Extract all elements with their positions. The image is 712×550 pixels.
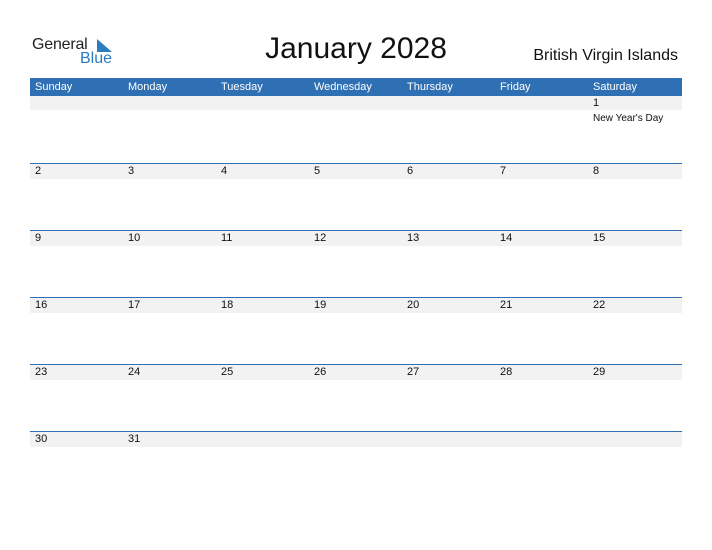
day-number: 4 <box>221 165 228 177</box>
day-number: 14 <box>500 232 513 244</box>
day-cell <box>216 432 309 492</box>
day-cell <box>30 96 123 156</box>
weekday-saturday: Saturday <box>593 81 638 93</box>
day-cell <box>30 298 123 358</box>
day-cell <box>309 365 402 425</box>
day-number: 21 <box>500 299 513 311</box>
day-number: 9 <box>35 232 42 244</box>
day-number: 25 <box>221 366 234 378</box>
day-cell <box>495 365 588 425</box>
day-cell <box>588 365 682 425</box>
day-cell <box>216 164 309 224</box>
day-cell <box>123 164 216 224</box>
day-number: 30 <box>35 433 48 445</box>
day-cell <box>309 432 402 492</box>
day-number: 17 <box>128 299 141 311</box>
page-title: January 2028 <box>265 32 447 65</box>
day-number: 8 <box>593 165 600 177</box>
day-number: 12 <box>314 232 327 244</box>
day-number: 3 <box>128 165 135 177</box>
day-number: 7 <box>500 165 507 177</box>
day-cell <box>402 231 495 291</box>
day-number: 18 <box>221 299 234 311</box>
logo-text-blue: Blue <box>80 50 113 67</box>
day-number: 10 <box>128 232 141 244</box>
day-cell <box>216 96 309 156</box>
day-cell <box>588 96 682 156</box>
day-number: 13 <box>407 232 420 244</box>
day-cell <box>495 96 588 156</box>
day-cell <box>309 231 402 291</box>
country-name: British Virgin Islands <box>533 47 678 64</box>
weekday-friday: Friday <box>500 81 531 93</box>
holiday-label: New Year's Day <box>593 113 664 124</box>
day-cell <box>123 365 216 425</box>
week-row <box>30 431 682 498</box>
day-number: 23 <box>35 366 48 378</box>
day-number: 19 <box>314 299 327 311</box>
weekday-monday: Monday <box>128 81 168 93</box>
day-cell <box>123 298 216 358</box>
weekday-tuesday: Tuesday <box>221 81 263 93</box>
weekday-wednesday: Wednesday <box>314 81 372 93</box>
day-cell <box>402 96 495 156</box>
week-row <box>30 230 682 297</box>
week-row <box>30 364 682 431</box>
week-row <box>30 163 682 230</box>
day-number: 1 <box>593 97 600 109</box>
day-cell <box>216 365 309 425</box>
day-cell <box>588 298 682 358</box>
day-cell <box>402 298 495 358</box>
day-cell <box>123 231 216 291</box>
weekday-sunday: Sunday <box>35 81 73 93</box>
day-cell <box>402 432 495 492</box>
day-cell <box>30 365 123 425</box>
weekday-header-row <box>30 78 682 96</box>
weekday-thursday: Thursday <box>407 81 453 93</box>
day-number: 2 <box>35 165 42 177</box>
day-number: 24 <box>128 366 141 378</box>
day-number: 11 <box>221 232 233 244</box>
day-cell <box>402 365 495 425</box>
day-cell <box>588 432 682 492</box>
day-cell <box>588 164 682 224</box>
day-cell <box>309 96 402 156</box>
day-cell <box>123 432 216 492</box>
day-number: 6 <box>407 165 414 177</box>
day-number: 29 <box>593 366 606 378</box>
day-cell <box>123 96 216 156</box>
day-number: 22 <box>593 299 606 311</box>
week-row <box>30 96 682 163</box>
day-cell <box>30 432 123 492</box>
day-cell <box>588 231 682 291</box>
day-cell <box>495 432 588 492</box>
day-cell <box>495 231 588 291</box>
day-cell <box>30 164 123 224</box>
logo-text-general: General <box>32 36 88 53</box>
day-cell <box>216 231 309 291</box>
day-number: 16 <box>35 299 48 311</box>
day-cell <box>309 298 402 358</box>
day-number: 15 <box>593 232 606 244</box>
day-number: 20 <box>407 299 420 311</box>
day-number: 27 <box>407 366 420 378</box>
day-cell <box>495 298 588 358</box>
day-cell <box>309 164 402 224</box>
day-cell <box>402 164 495 224</box>
day-number: 5 <box>314 165 321 177</box>
day-cell <box>216 298 309 358</box>
day-number: 26 <box>314 366 327 378</box>
day-cell <box>30 231 123 291</box>
calendar-grid <box>30 78 682 498</box>
day-cell <box>495 164 588 224</box>
week-row <box>30 297 682 364</box>
day-number: 31 <box>128 433 141 445</box>
day-number: 28 <box>500 366 513 378</box>
